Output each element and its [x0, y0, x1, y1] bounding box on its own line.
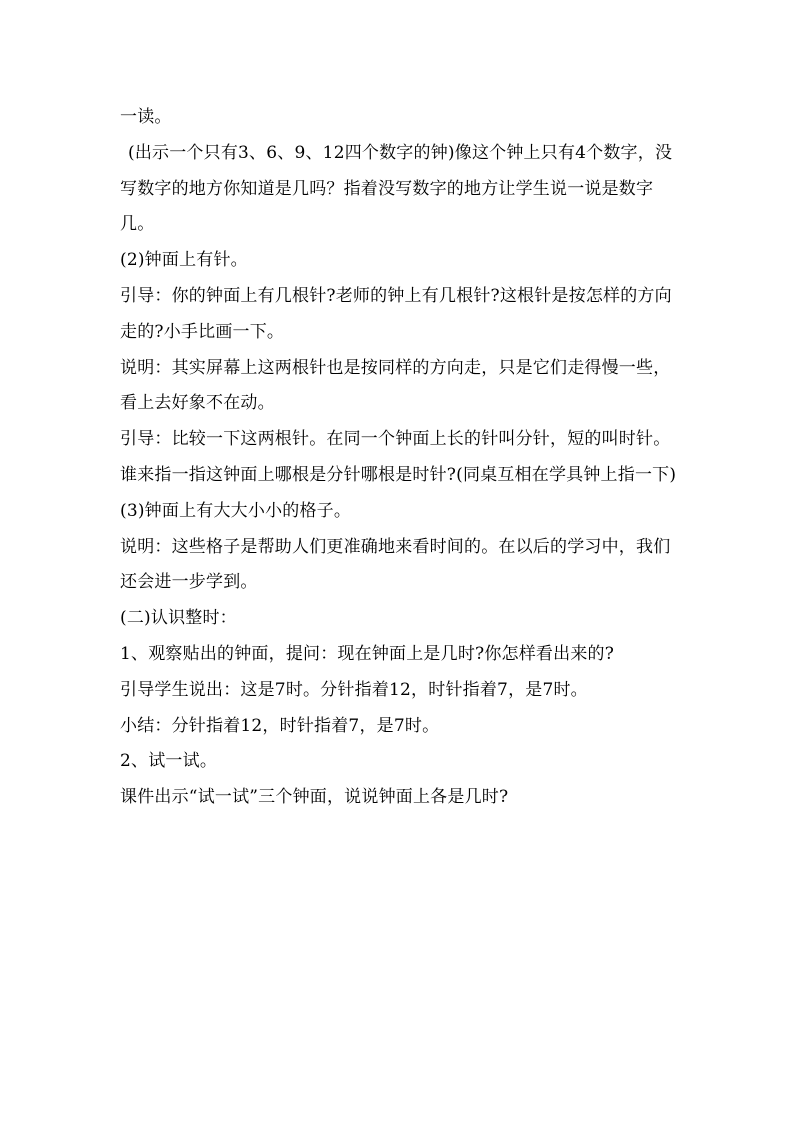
- paragraph-show-clock: (出示一个只有3、6、9、12四个数字的钟)像这个钟上只有4个数字，没写数字的地方你知道是几吗？指着没写数字的地方让学生说一说是数字几。: [120, 142, 673, 235]
- paragraph-explain-screen: 说明：其实屏幕上这两根针也是按同样的方向走，只是它们走得慢一些，看上去好象不在动。: [120, 357, 671, 414]
- paragraph-try-heading: 2、试一试。: [120, 751, 218, 772]
- paragraph-explain-grid: 说明：这些格子是帮助人们更准确地来看时间的。在以后的学习中，我们还会进一步学到。: [120, 536, 671, 593]
- paragraph-intro-read: 一读。: [120, 107, 172, 127]
- paragraph-compare-hands: 引导：比较一下这两根针。在同一个钟面上长的针叫分针，短的叫时针。: [120, 429, 671, 450]
- paragraph-heading-hands: (2)钟面上有针。: [120, 250, 248, 271]
- paragraph-point-hands: 谁来指一指这钟面上哪根是分针哪根是时针?(同桌互相在学具钟上指一下): [120, 464, 677, 485]
- paragraph-summary: 小结：分针指着12，时针指着7，是7时。: [120, 715, 440, 736]
- paragraph-heading-whole-hour: (二)认识整时：: [120, 608, 237, 629]
- paragraph-heading-grid: (3)钟面上有大大小小的格子。: [120, 500, 352, 521]
- paragraph-guide-hands: 引导：你的钟面上有几根针?老师的钟上有几根针?这根针是按怎样的方向走的?小手比画一下。: [120, 285, 672, 342]
- paragraph-guide-answer: 引导学生说出：这是7时。分针指着12，时针指着7，是7时。: [120, 679, 588, 700]
- paragraph-observe-clock: 1、观察贴出的钟面，提问：现在钟面上是几时?你怎样看出来的?: [120, 643, 615, 664]
- document-body: [120, 100, 680, 816]
- paragraph-try-clocks: 课件出示“试一试”三个钟面，说说钟面上各是几时?: [120, 787, 509, 808]
